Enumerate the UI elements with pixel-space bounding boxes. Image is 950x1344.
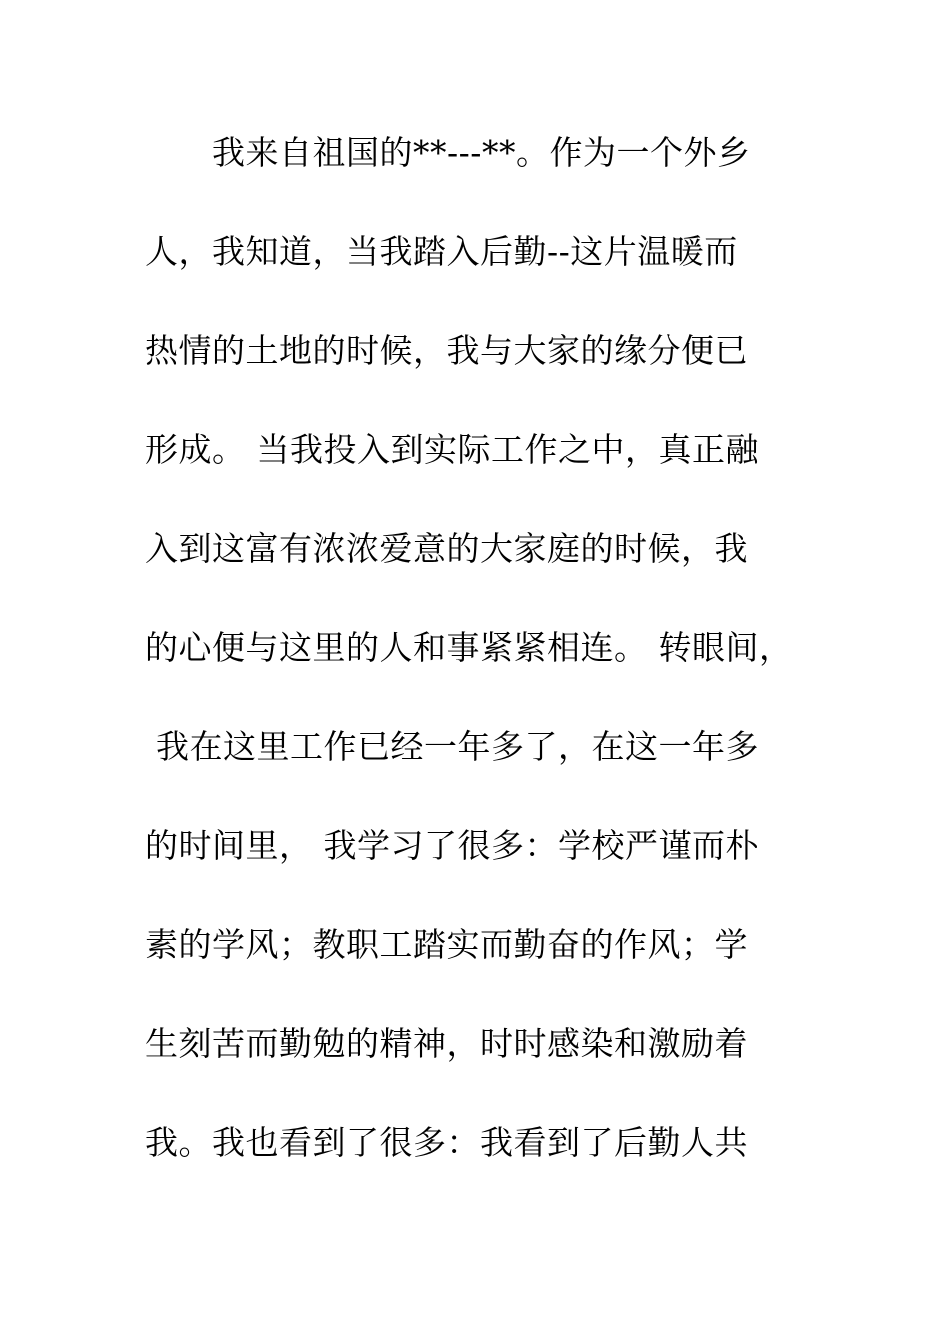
paragraph-line-9: 素的学风；教职工踏实而勤奋的作风；学: [145, 925, 748, 964]
paragraph-line-8: 的时间里， 我学习了很多：学校严谨而朴: [145, 826, 759, 865]
paragraph-line-1: 我来自祖国的**---**。作为一个外乡: [145, 133, 751, 172]
paragraph-line-7: 我在这里工作已经一年多了，在这一年多: [145, 727, 759, 766]
paragraph-line-3: 热情的土地的时候，我与大家的缘分便已: [145, 331, 748, 370]
paragraph-line-11: 我。我也看到了很多：我看到了后勤人共: [145, 1123, 748, 1162]
paragraph-line-6: 的心便与这里的人和事紧紧相连。 转眼间，: [145, 628, 793, 667]
paragraph-line-4: 形成。 当我投入到实际工作之中，真正融: [145, 430, 759, 469]
paragraph-line-10: 生刻苦而勤勉的精神，时时感染和激励着: [145, 1024, 748, 1063]
paragraph-line-5: 入到这富有浓浓爱意的大家庭的时候，我: [145, 529, 748, 568]
paragraph-line-2: 人，我知道，当我踏入后勤--这片温暖而: [145, 232, 738, 271]
